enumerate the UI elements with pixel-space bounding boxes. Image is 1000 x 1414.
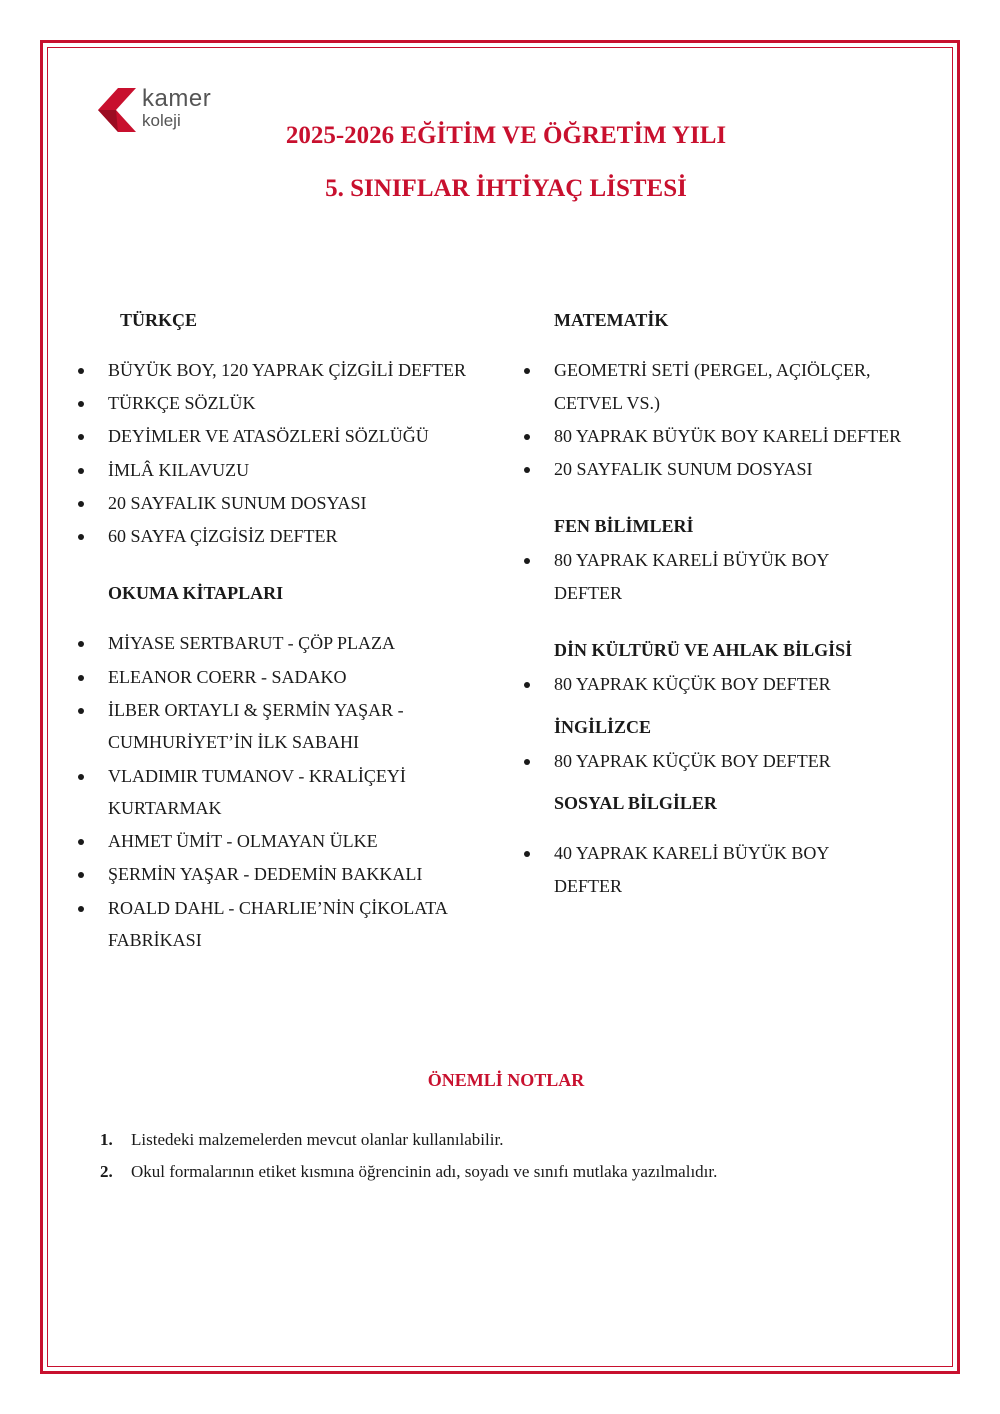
bullet-icon (524, 759, 530, 765)
list-item: 80 YAPRAK KÜÇÜK BOY DEFTER (524, 745, 934, 778)
document-title: 2025-2026 EĞİTİM VE ÖĞRETİM YILI (285, 122, 727, 149)
bullet-icon (78, 906, 84, 912)
list-item: MİYASE SERTBARUT - ÇÖP PLAZA (78, 627, 498, 660)
note-text: Listedeki malzemelerden mevcut olanlar kullanılabilir. (131, 1130, 504, 1149)
din-list (524, 668, 934, 701)
bullet-icon (78, 839, 84, 845)
left-column (78, 308, 498, 957)
list-item: GEOMETRİ SETİ (PERGEL, AÇIÖLÇER, CETVEL VS.) (524, 354, 934, 419)
sosyal-list (524, 837, 934, 902)
bullet-icon (78, 675, 84, 681)
section-heading-ingilizce: İNGİLİZCE (554, 716, 652, 737)
bullet-icon (78, 468, 84, 474)
logo-name: kamer (142, 85, 212, 112)
bullet-icon (78, 774, 84, 780)
bullet-icon (524, 434, 530, 440)
list-item: AHMET ÜMİT - OLMAYAN ÜLKE (78, 825, 498, 858)
section-heading-din: DİN KÜLTÜRÜ VE AHLAK BİLGİSİ (554, 640, 853, 661)
list-item: 80 YAPRAK KARELİ BÜYÜK BOY DEFTER (524, 544, 934, 609)
note-text: Okul formalarının etiket kısmına öğrencinin adı, soyadı ve sınıfı mutlaka yazılmalıdır. (131, 1161, 718, 1181)
right-column (524, 308, 934, 903)
document-subtitle: 5. SINIFLAR İHTİYAÇ LİSTESİ (325, 175, 687, 202)
bullet-icon (524, 851, 530, 857)
bullet-icon (78, 501, 84, 507)
okuma-list (78, 627, 498, 956)
note-number: 2. (100, 1161, 113, 1181)
list-item: TÜRKÇE SÖZLÜK (78, 387, 498, 420)
list-item: 80 YAPRAK BÜYÜK BOY KARELİ DEFTER (524, 420, 934, 453)
note-number: 1. (100, 1130, 113, 1149)
bullet-icon (78, 434, 84, 440)
ingilizce-list (524, 745, 934, 778)
bullet-icon (78, 368, 84, 374)
logo-subname: koleji (142, 111, 181, 130)
note-item (100, 1124, 940, 1156)
bullet-icon (78, 534, 84, 540)
list-item: ROALD DAHL - CHARLIE’NİN ÇİKOLATA FABRİKASI (78, 892, 498, 957)
notes-heading: ÖNEMLİ NOTLAR (427, 1070, 585, 1090)
bullet-icon (78, 708, 84, 714)
list-item: ELEANOR COERR - SADAKO (78, 661, 498, 694)
bullet-icon (524, 682, 530, 688)
list-item: İMLÂ KILAVUZU (78, 454, 498, 487)
notes-list (100, 1124, 940, 1187)
section-heading-matematik: MATEMATİK (554, 310, 669, 330)
section-heading-fen: FEN BİLİMLERİ (554, 516, 694, 537)
note-item (100, 1156, 940, 1188)
bullet-icon (524, 467, 530, 473)
fen-list (524, 544, 934, 609)
list-item: 80 YAPRAK KÜÇÜK BOY DEFTER (524, 668, 934, 701)
section-heading-turkce: TÜRKÇE (120, 310, 198, 330)
bullet-icon (524, 368, 530, 374)
section-heading-sosyal: SOSYAL BİLGİLER (554, 793, 717, 814)
list-item: 20 SAYFALIK SUNUM DOSYASI (524, 453, 934, 486)
list-item: VLADIMIR TUMANOV - KRALİÇEYİ KURTARMAK (78, 760, 498, 825)
list-item: 40 YAPRAK KARELİ BÜYÜK BOY DEFTER (524, 837, 934, 902)
bullet-icon (524, 558, 530, 564)
turkce-list (78, 354, 498, 552)
list-item: DEYİMLER VE ATASÖZLERİ SÖZLÜĞÜ (78, 420, 498, 453)
list-item: 60 SAYFA ÇİZGİSİZ DEFTER (78, 520, 498, 553)
list-item: İLBER ORTAYLI & ŞERMİN YAŞAR - CUMHURİYET’İN İLK SABAHI (78, 694, 498, 759)
bullet-icon (78, 872, 84, 878)
section-heading-okuma: OKUMA KİTAPLARI (108, 583, 284, 604)
bullet-icon (78, 641, 84, 647)
list-item: BÜYÜK BOY, 120 YAPRAK ÇİZGİLİ DEFTER (78, 354, 498, 387)
bullet-icon (78, 401, 84, 407)
list-item: 20 SAYFALIK SUNUM DOSYASI (78, 487, 498, 520)
list-item: ŞERMİN YAŞAR - DEDEMİN BAKKALI (78, 858, 498, 891)
matematik-list (524, 354, 934, 485)
